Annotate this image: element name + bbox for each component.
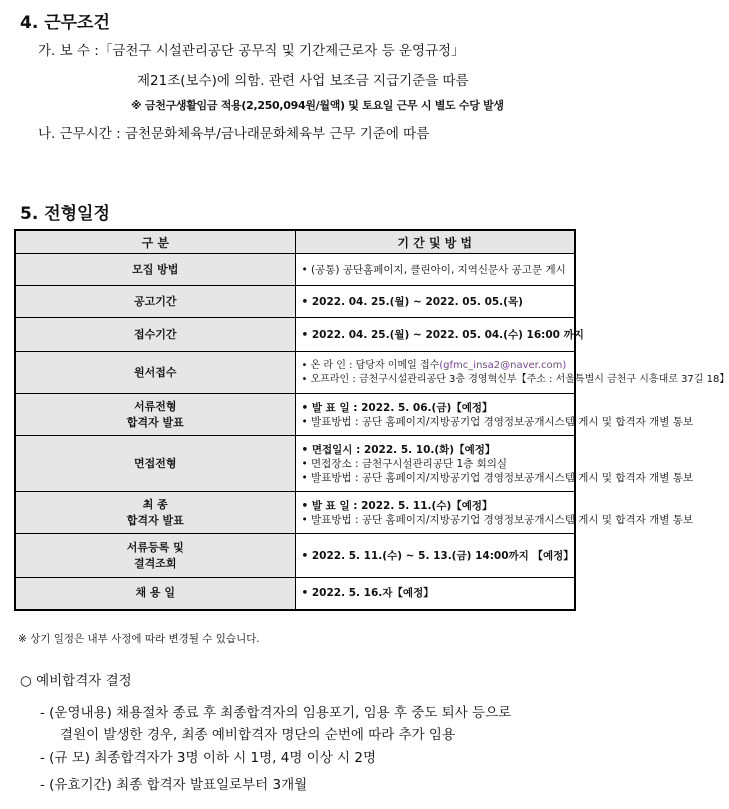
row-line: • 면접장소 : 금천구시설관리공단 1층 회의실	[301, 457, 508, 470]
row-label-document-result	[15, 394, 295, 436]
row-label-hire-date: 채 용 일	[15, 578, 295, 610]
table-row	[15, 318, 575, 352]
row-line: • 발표방법 : 공단 홈페이지/지방공기업 경영정보공개시스템 게시 및 합격자 개별 통보	[301, 471, 694, 484]
header-period-method: 기 간 및 방 법	[295, 230, 575, 254]
row-label-recruit-method: 모집 방법	[15, 254, 295, 286]
row-value	[295, 534, 575, 578]
row-value	[295, 436, 694, 492]
row-value	[295, 318, 584, 352]
reserve-content-line-1: - (운영내용) 채용절차 종료 후 최종합격자의 임용포기, 임용 후 중도 퇴사 등으로	[40, 705, 512, 721]
label-line: 결격조회	[133, 556, 177, 570]
schedule-table	[14, 229, 729, 611]
row-line: • 오프라인 : 금천구시설관리공단 3층 경영혁신부【주소 : 서울특별시 금천구 시흥대로 37길 18】	[301, 373, 729, 385]
table-row	[15, 254, 575, 286]
salary-note: ※ 금천구생활임금 적용(2,250,094원/월액) 및 토요일 근무 시 별도 수당 발생	[131, 99, 504, 112]
section-4-heading: 4. 근무조건	[20, 13, 110, 33]
label-line: 합격자 발표	[126, 415, 184, 429]
row-line: • (공통) 공단홈페이지, 클린아이, 지역신문사 공고문 게시	[301, 263, 566, 276]
row-label-notice-period: 공고기간	[15, 286, 295, 318]
table-row	[15, 578, 575, 610]
email-link[interactable]: (gfmc_insa2@naver.com)	[439, 359, 567, 371]
row-line: • 2022. 04. 25.(월) ~ 2022. 05. 05.(목)	[301, 295, 523, 308]
row-line: • 발 표 일 : 2022. 5. 11.(수)【예정】	[301, 499, 493, 512]
label-line: 서류등록 및	[126, 540, 184, 554]
row-label-application: 원서접수	[15, 352, 295, 394]
salary-line-1: 가. 보 수 :「금천구 시설관리공단 공무직 및 기간제근로자 등 운영규정」	[38, 43, 465, 59]
table-row	[15, 394, 575, 436]
header-category: 구 분	[15, 230, 295, 254]
row-label-final-result	[15, 492, 295, 534]
row-line	[302, 359, 575, 373]
schedule-note: ※ 상기 일정은 내부 사정에 따라 변경될 수 있습니다.	[18, 633, 260, 645]
row-value	[295, 578, 575, 610]
row-value	[295, 254, 575, 286]
table-row	[15, 534, 575, 578]
row-line: • 발표방법 : 공단 홈페이지/지방공기업 경영정보공개시스템 게시 및 합격자 개별 통보	[301, 513, 694, 526]
row-value	[295, 492, 694, 534]
row-line: • 2022. 5. 16.자【예정】	[301, 587, 434, 600]
row-value	[295, 286, 575, 318]
row-label-interview: 면접전형	[15, 436, 295, 492]
table-row	[15, 436, 575, 492]
reserve-heading: ○ 예비합격자 결정	[20, 673, 132, 689]
row-line: • 2022. 04. 25.(월) ~ 2022. 05. 04.(수) 16:00 까지	[301, 328, 584, 341]
row-label-registration	[15, 534, 295, 578]
salary-line-2: 제21조(보수)에 의함. 관련 사업 보조금 지급기준을 따름	[137, 73, 469, 89]
row-value	[295, 352, 729, 394]
table-row	[15, 286, 575, 318]
row-label-application-period: 접수기간	[15, 318, 295, 352]
label-line: 최 종	[142, 497, 168, 511]
row-line: • 면접일시 : 2022. 5. 10.(화)【예정】	[301, 443, 496, 456]
reserve-content-line-2: 결원이 발생한 경우, 최종 예비합격자 명단의 순번에 따라 추가 임용	[60, 727, 456, 743]
reserve-validity: - (유효기간) 최종 합격자 발표일로부터 3개월	[40, 777, 308, 793]
table-row	[15, 352, 575, 394]
row-line: • 발표방법 : 공단 홈페이지/지방공기업 경영정보공개시스템 게시 및 합격자 개별 통보	[301, 415, 694, 428]
reserve-scale: - (규 모) 최종합격자가 3명 이하 시 1명, 4명 이상 시 2명	[40, 750, 376, 766]
work-hours-line: 나. 근무시간 : 금천문화체육부/금나래문화체육부 근무 기준에 따름	[38, 126, 430, 142]
row-line: • 2022. 5. 11.(수) ~ 5. 13.(금) 14:00까지 【예정】	[301, 549, 574, 562]
table-row	[15, 492, 575, 534]
online-line: • 온 라 인 : 담당자 이메일 접수	[301, 359, 440, 371]
label-line: 합격자 발표	[126, 513, 184, 527]
row-line: • 발 표 일 : 2022. 5. 06.(금)【예정】	[301, 401, 493, 414]
table-header-row	[15, 230, 575, 254]
label-line: 서류전형	[133, 399, 177, 413]
row-value	[295, 394, 694, 436]
section-5-heading: 5. 전형일정	[20, 204, 110, 224]
